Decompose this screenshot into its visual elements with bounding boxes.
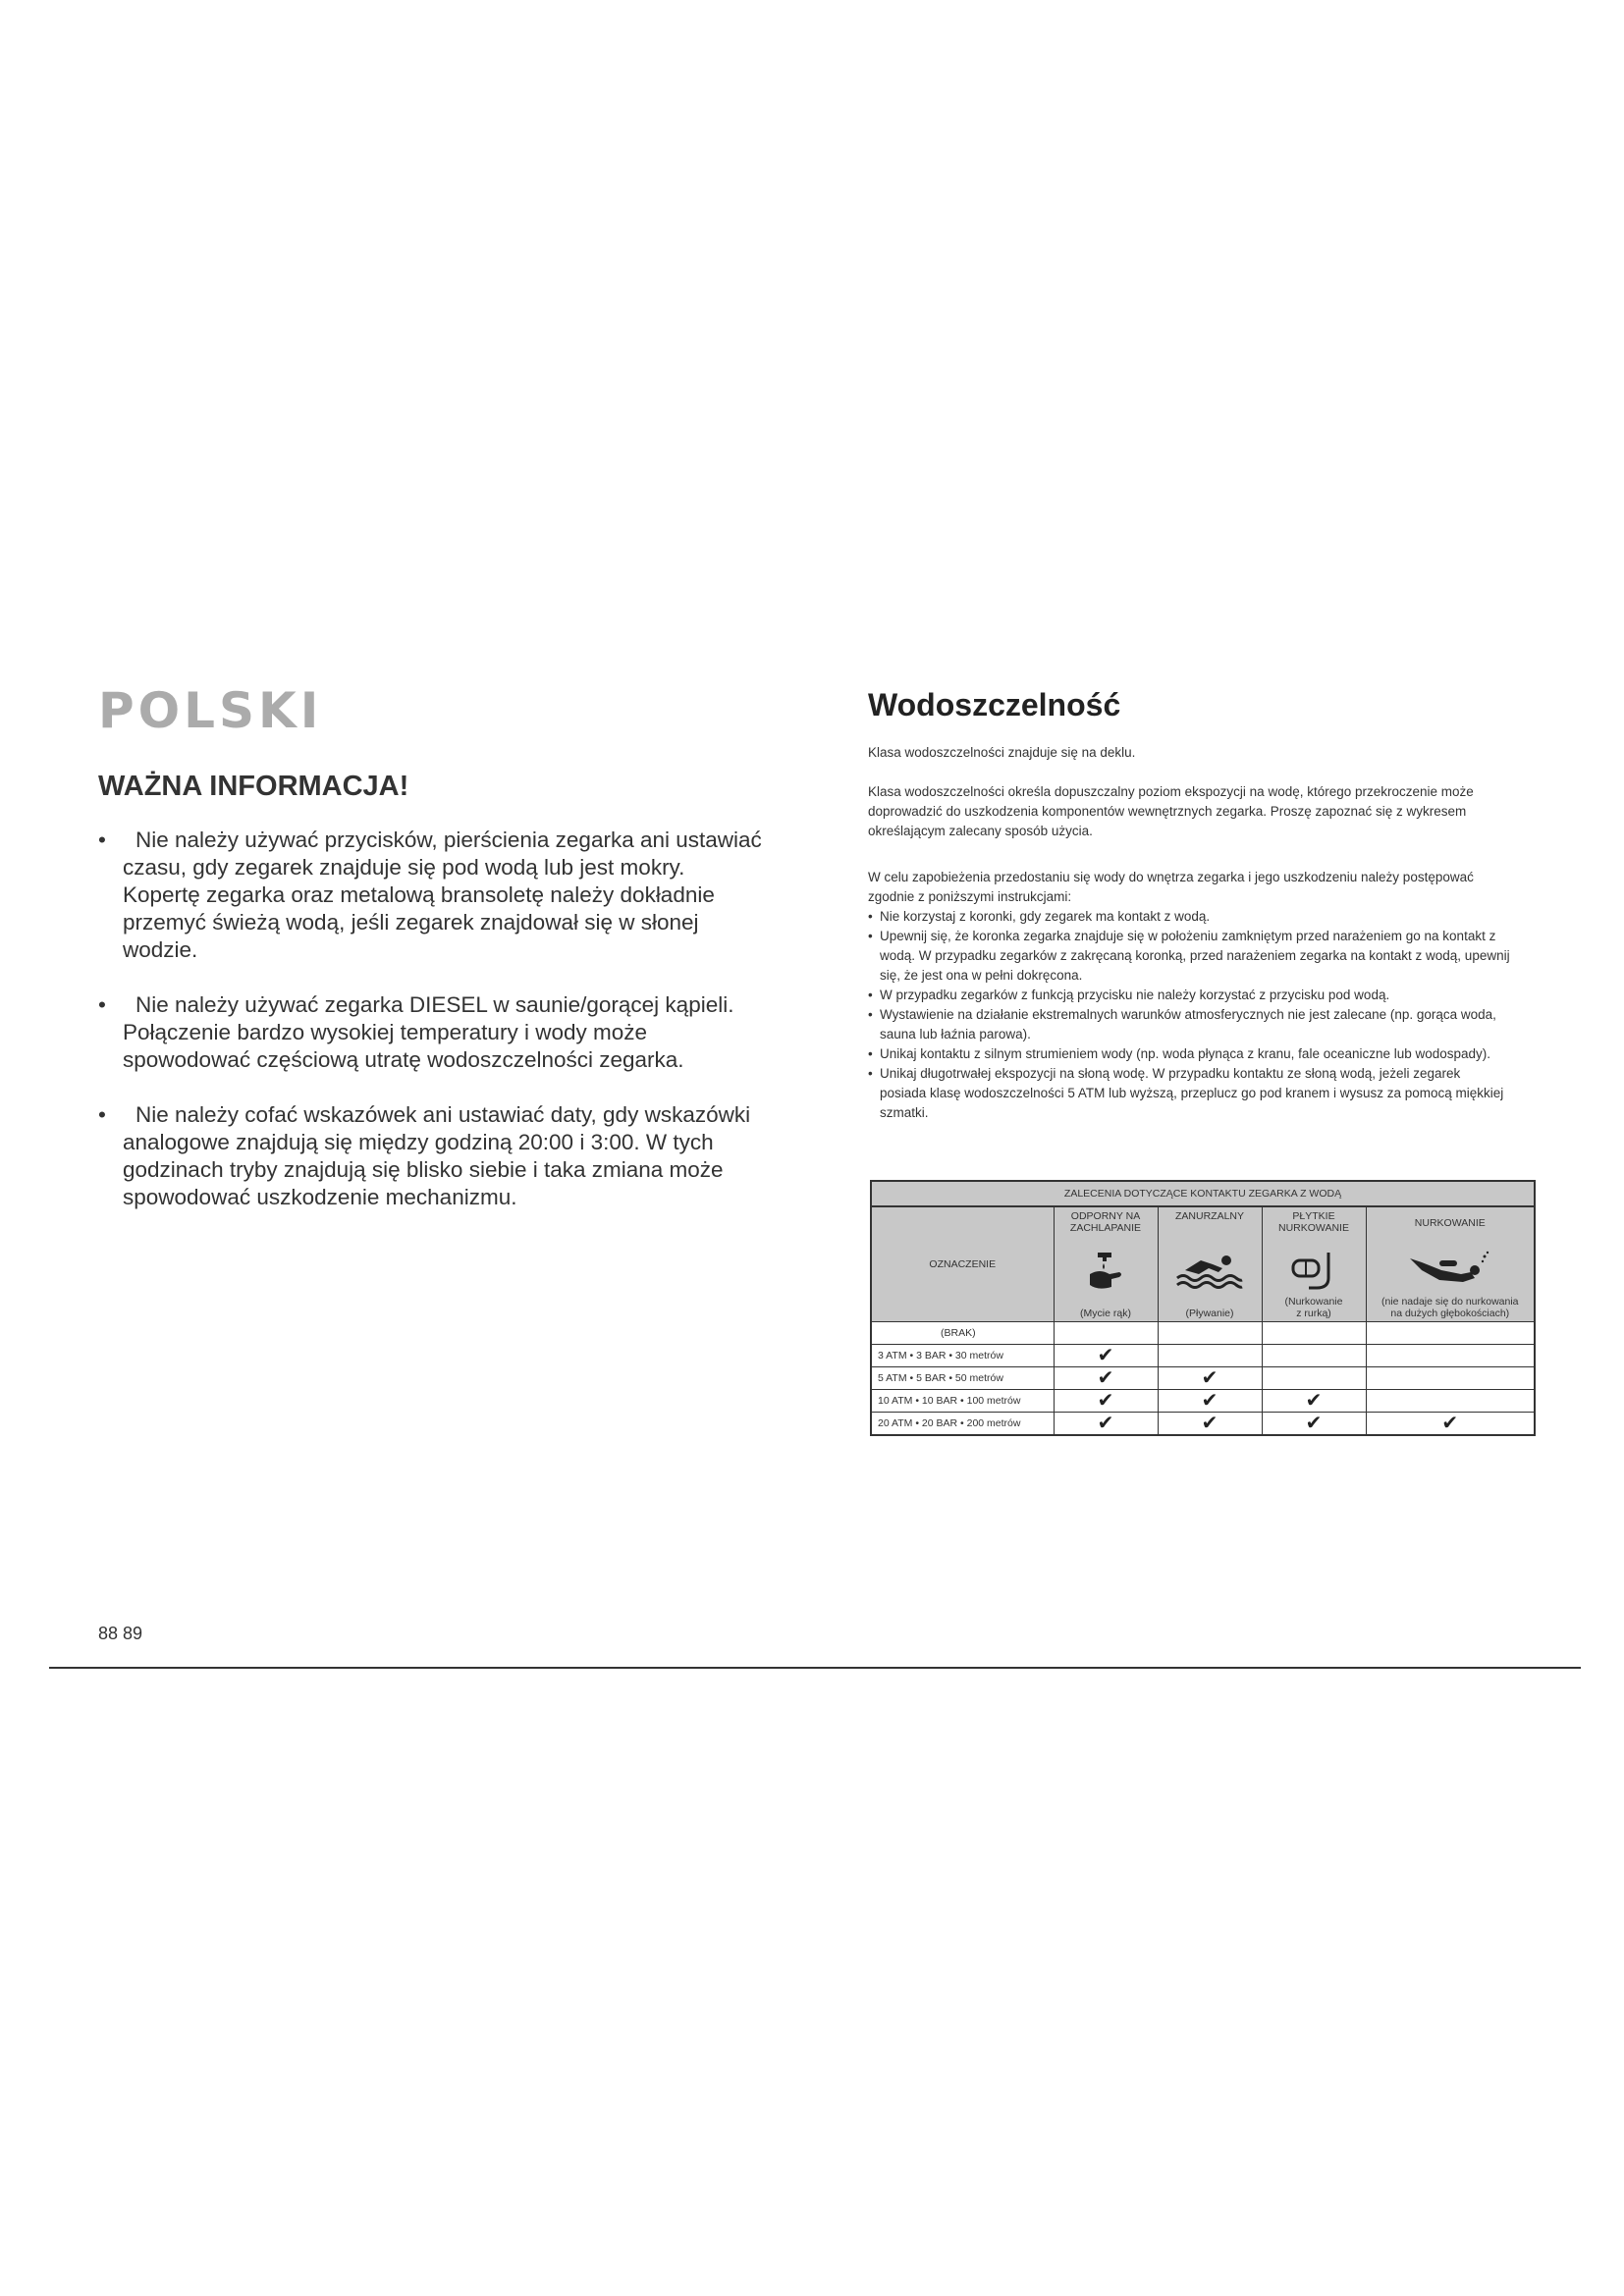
- table-cell: [1054, 1413, 1158, 1436]
- column-label: NURKOWANIE: [1278, 1222, 1349, 1234]
- row-label: 20 ATM • 20 BAR • 200 metrów: [871, 1413, 1054, 1436]
- hand-washing-icon: [1086, 1251, 1125, 1292]
- check-icon: ✔: [1305, 1390, 1323, 1412]
- check-icon: ✔: [1201, 1413, 1218, 1434]
- list-line: wodą. W przypadku zegarków z zakręcaną koronką, przed narażeniem zegarka na kontakt z wodą, upewnij: [880, 948, 1510, 963]
- bullet-line: wodzie.: [123, 937, 198, 962]
- bullet-line: Nie należy używać zegarka DIESEL w saunie/gorącej kąpieli.: [135, 992, 734, 1017]
- check-icon: ✔: [1097, 1367, 1114, 1389]
- table-cell: [1262, 1367, 1366, 1390]
- paragraph-line: W celu zapobieżenia przedostaniu się wody do wnętrza zegarka i jego uszkodzeniu należy postępować: [868, 870, 1474, 884]
- bullet-line: Połączenie bardzo wysokiej temperatury i wody może: [123, 1020, 647, 1044]
- instructions-list: [868, 907, 1536, 1123]
- table-cell: [1366, 1322, 1535, 1345]
- language-heading: POLSKI: [98, 682, 323, 739]
- bullet-icon: •: [868, 929, 873, 943]
- bullet-icon: •: [98, 828, 106, 852]
- table-row: [871, 1345, 1535, 1367]
- list-line: posiada klasę wodoszczelności 5 ATM lub wyższą, przeplucz go pod kranem i wysusz za pomocą miękkiej: [880, 1086, 1504, 1100]
- bullet-line: spowodować częściową utratę wodoszczelności zegarka.: [123, 1047, 684, 1072]
- subtitle-line: z rurką): [1296, 1308, 1331, 1319]
- bullet-line: godzinach tryby znajdują się blisko siebie i taka zmiana może: [123, 1157, 724, 1182]
- designation-header: [871, 1206, 1054, 1322]
- table-cell: [1366, 1367, 1535, 1390]
- bullet-line: czasu, gdy zegarek znajduje się pod wodą lub jest mokry.: [123, 855, 685, 880]
- table-cell: [1054, 1322, 1158, 1345]
- table-cell: [1262, 1322, 1366, 1345]
- column-label: ZANURZALNY: [1174, 1210, 1244, 1222]
- table-cell: [1158, 1413, 1262, 1436]
- table-cell: [1262, 1390, 1366, 1413]
- list-item: [868, 907, 1536, 927]
- list-item: [868, 986, 1536, 1005]
- column-subtitle: (Mycie rąk): [1080, 1308, 1131, 1319]
- bullet-icon: •: [98, 1102, 106, 1127]
- column-header-diving: [1366, 1206, 1535, 1322]
- column-subtitle: [1263, 1296, 1366, 1319]
- column-header-splash: [1054, 1206, 1158, 1322]
- column-subtitle: (Pływanie): [1185, 1308, 1234, 1319]
- important-heading: WAŻNA INFORMACJA!: [98, 771, 409, 802]
- list-line: Unikaj długotrwałej ekspozycji na słoną wodę. W przypadku kontaktu ze słoną wodą, jeżeli zegarek: [880, 1066, 1461, 1081]
- table-cell: [1366, 1345, 1535, 1367]
- table-row: [871, 1367, 1535, 1390]
- footer-divider: [49, 1667, 1581, 1669]
- subtitle-line: (Nurkowanie: [1284, 1296, 1343, 1308]
- page-numbers: 88 89: [98, 1624, 143, 1643]
- check-icon: ✔: [1097, 1390, 1114, 1412]
- table-cell: [1054, 1367, 1158, 1390]
- table-cell: [1158, 1367, 1262, 1390]
- list-line: W przypadku zegarków z funkcją przycisku nie należy korzystać z przycisku pod wodą.: [880, 988, 1390, 1002]
- list-line: Unikaj kontaktu z silnym strumieniem wody (np. woda płynąca z kranu, fale oceaniczne lub wodospady).: [880, 1046, 1491, 1061]
- row-label: 5 ATM • 5 BAR • 50 metrów: [871, 1367, 1054, 1390]
- list-item: [868, 1064, 1536, 1123]
- bullet-line: przemyć świeżą wodą, jeśli zegarek znajdował się w słonej: [123, 910, 699, 934]
- list-item: [98, 1101, 785, 1211]
- page-title: Wodoszczelność: [868, 687, 1121, 722]
- list-line: Wystawienie na działanie ekstremalnych warunków atmosferycznych nie jest zalecane (np. gorąca woda,: [880, 1007, 1496, 1022]
- table-caption: ZALECENIA DOTYCZĄCE KONTAKTU ZEGARKA Z WODĄ: [871, 1181, 1535, 1206]
- paragraph-line: zgodnie z poniższymi instrukcjami:: [868, 889, 1072, 904]
- table-row: [871, 1322, 1535, 1345]
- subtitle-line: na dużych głębokościach): [1390, 1308, 1510, 1319]
- bullet-line: Nie należy używać przycisków, pierścienia zegarka ani ustawiać: [135, 828, 762, 852]
- list-line: szmatki.: [880, 1105, 929, 1120]
- bullet-icon: •: [868, 1066, 873, 1081]
- table-cell: [1054, 1390, 1158, 1413]
- table-cell: [1366, 1413, 1535, 1436]
- list-item: [98, 827, 785, 964]
- check-icon: ✔: [1201, 1367, 1218, 1389]
- table-cell: [1262, 1413, 1366, 1436]
- table-row: [871, 1413, 1535, 1436]
- bullet-line: spowodować uszkodzenie mechanizmu.: [123, 1185, 517, 1209]
- row-label: (BRAK): [871, 1322, 1054, 1345]
- check-icon: ✔: [1097, 1413, 1114, 1434]
- paragraph: [868, 868, 1536, 907]
- row-label: 10 ATM • 10 BAR • 100 metrów: [871, 1390, 1054, 1413]
- bullet-line: Kopertę zegarka oraz metalową bransoletę należy dokładnie: [123, 882, 715, 907]
- row-label: 3 ATM • 3 BAR • 30 metrów: [871, 1345, 1054, 1367]
- table-row: [871, 1390, 1535, 1413]
- list-line: Upewnij się, że koronka zegarka znajduje się w położeniu zamkniętym przed narażeniem go na kontakt z: [880, 929, 1496, 943]
- column-label: PŁYTKIE: [1292, 1210, 1335, 1222]
- table-cell: [1054, 1345, 1158, 1367]
- check-icon: ✔: [1097, 1345, 1114, 1366]
- bullet-icon: •: [868, 1007, 873, 1022]
- table-cell: [1158, 1390, 1262, 1413]
- paragraph-line: Klasa wodoszczelności określa dopuszczalny poziom ekspozycji na wodę, którego przekroczenie może: [868, 784, 1474, 799]
- list-line: Nie korzystaj z koronki, gdy zegarek ma kontakt z wodą.: [880, 909, 1211, 924]
- column-header-shallow-diving: [1262, 1206, 1366, 1322]
- scuba-diver-icon: [1406, 1251, 1494, 1292]
- swimming-icon: [1175, 1251, 1244, 1290]
- paragraph: [868, 782, 1536, 841]
- paragraph-line: doprowadzić do uszkodzenia komponentów wewnętrznych zegarka. Proszę zapoznać się z wykresem: [868, 804, 1467, 819]
- list-item: [98, 991, 785, 1074]
- list-line: sauna lub łaźnia parowa).: [880, 1027, 1031, 1041]
- water-resistance-table: [870, 1180, 1536, 1436]
- bullet-icon: •: [868, 988, 873, 1002]
- check-icon: ✔: [1201, 1390, 1218, 1412]
- table-cell: [1262, 1345, 1366, 1367]
- intro-paragraph: Klasa wodoszczelności znajduje się na deklu.: [868, 745, 1136, 760]
- important-list: [98, 827, 785, 1239]
- list-item: [868, 1005, 1536, 1044]
- table-cell: [1158, 1345, 1262, 1367]
- paragraph-line: określającym zalecany sposób użycia.: [868, 824, 1093, 838]
- bullet-line: Nie należy cofać wskazówek ani ustawiać daty, gdy wskazówki: [135, 1102, 751, 1127]
- check-icon: ✔: [1441, 1413, 1459, 1434]
- list-item: [868, 927, 1536, 986]
- table-cell: [1158, 1322, 1262, 1345]
- list-line: się, że jest ona w pełni dokręcona.: [880, 968, 1083, 983]
- column-subtitle: [1367, 1296, 1535, 1319]
- bullet-line: analogowe znajdują się między godziną 20:00 i 3:00. W tych: [123, 1130, 714, 1154]
- column-label: ODPORNY NA: [1070, 1210, 1141, 1222]
- column-label: ZACHLAPANIE: [1069, 1222, 1142, 1234]
- bullet-icon: •: [868, 909, 873, 924]
- bullet-icon: •: [868, 1046, 873, 1061]
- list-item: [868, 1044, 1536, 1064]
- check-icon: ✔: [1305, 1413, 1323, 1434]
- column-label: NURKOWANIE: [1414, 1217, 1486, 1229]
- snorkel-mask-icon: [1289, 1251, 1338, 1292]
- table-cell: [1366, 1390, 1535, 1413]
- designation-label: OZNACZENIE: [929, 1258, 997, 1270]
- subtitle-line: (nie nadaje się do nurkowania: [1381, 1296, 1519, 1308]
- column-header-submersible: [1158, 1206, 1262, 1322]
- bullet-icon: •: [98, 992, 106, 1017]
